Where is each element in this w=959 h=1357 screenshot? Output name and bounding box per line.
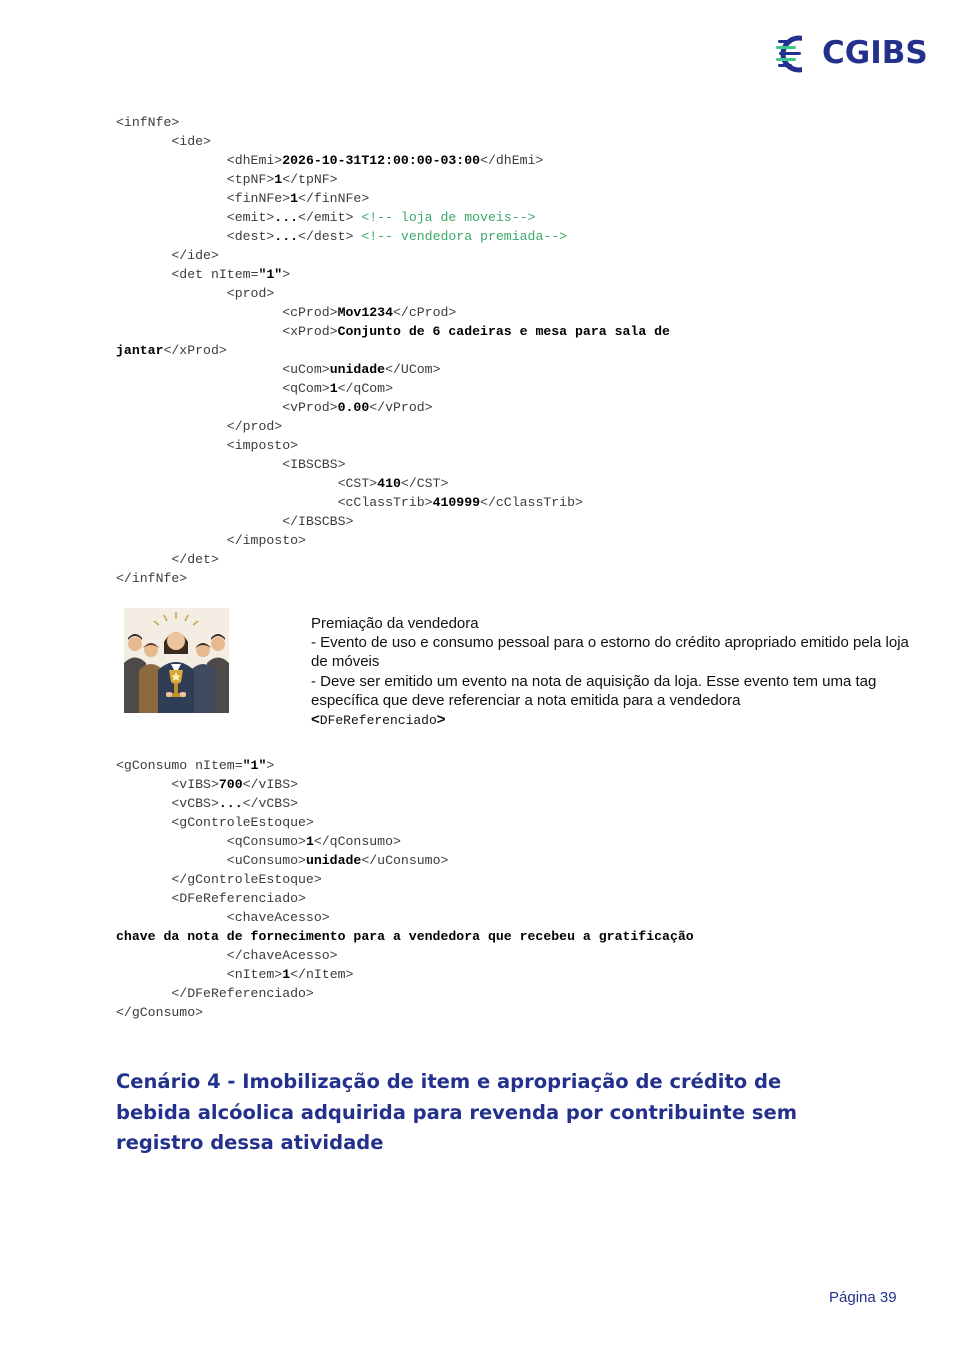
code-value: 1 — [282, 967, 291, 982]
code-line — [116, 305, 456, 320]
code-tag: <emit> — [116, 210, 275, 225]
code-tag: </dest> — [298, 229, 362, 244]
code-value: 1 — [274, 172, 283, 187]
xml-code-block-gconsumo — [116, 756, 694, 1022]
code-line — [116, 476, 448, 491]
code-tag: <imposto> — [116, 438, 299, 453]
code-tag: </vIBS> — [242, 777, 299, 792]
code-tag: </DFeReferenciado> — [116, 986, 314, 1001]
code-line — [116, 986, 314, 1001]
code-value: ... — [218, 796, 243, 811]
code-line — [116, 777, 298, 792]
code-value: "1" — [258, 267, 283, 282]
code-line — [116, 552, 219, 567]
code-value: ... — [274, 229, 299, 244]
code-tag: </ide> — [116, 248, 219, 263]
code-line — [116, 948, 338, 963]
code-tag: </dhEmi> — [480, 153, 544, 168]
code-line — [116, 286, 274, 301]
code-line — [116, 400, 433, 415]
code-value: "1" — [242, 758, 267, 773]
code-tag: </gControleEstoque> — [116, 872, 322, 887]
code-line — [116, 267, 290, 282]
code-tag: </finNFe> — [298, 191, 370, 206]
code-line — [116, 891, 306, 906]
code-line — [116, 758, 274, 773]
note-item-1: - Evento de uso e consumo pessoal para o estorno do crédito apropriado emitido pela loja de móveis — [311, 634, 909, 671]
code-line — [116, 210, 535, 225]
code-line — [116, 929, 694, 944]
code-tag: </det> — [116, 552, 219, 567]
code-value: unidade — [305, 853, 362, 868]
code-tag: <cProd> — [116, 305, 338, 320]
code-tag: <chaveAcesso> — [116, 910, 330, 925]
cgibs-logo-icon — [776, 33, 818, 75]
code-tag: <qConsumo> — [116, 834, 306, 849]
code-line — [116, 571, 187, 586]
code-tag: <det nItem= — [116, 267, 259, 282]
code-value: Mov1234 — [337, 305, 393, 320]
note-item-2: - Deve ser emitido um evento na nota de aquisição da loja. Esse evento tem uma tag específica que deve referenciar a nota emitida para a vendedora — [311, 672, 877, 709]
code-value: 1 — [329, 381, 338, 396]
code-tag: </vCBS> — [242, 796, 299, 811]
code-tag: </emit> — [298, 210, 362, 225]
code-tag: </qCom> — [337, 381, 394, 396]
code-tag: <dhEmi> — [116, 153, 283, 168]
note-title: Premiação da vendedora — [311, 615, 479, 632]
code-tag: </gConsumo> — [116, 1005, 204, 1020]
code-line — [116, 796, 298, 811]
code-tag: </xProd> — [163, 343, 227, 358]
note-tag-close: > — [436, 711, 446, 729]
cgibs-logo — [776, 33, 928, 75]
code-tag: <qCom> — [116, 381, 330, 396]
code-line — [116, 153, 543, 168]
code-value: 410 — [377, 476, 401, 491]
code-value: jantar — [116, 343, 164, 358]
code-line — [116, 457, 346, 472]
code-tag: <finNFe> — [116, 191, 291, 206]
note-tag-open: < — [311, 711, 320, 729]
code-value: ... — [274, 210, 299, 225]
code-line — [116, 533, 306, 548]
code-line — [116, 495, 583, 510]
code-line — [116, 967, 353, 982]
code-tag: </uConsumo> — [361, 853, 449, 868]
code-line — [116, 324, 670, 339]
code-tag: </cProd> — [393, 305, 457, 320]
code-line — [116, 248, 219, 263]
code-line — [116, 419, 282, 434]
logo-text: CGIBS — [822, 35, 928, 71]
xml-code-block-infnfe — [116, 113, 670, 588]
code-line — [116, 910, 330, 925]
code-tag: </UCom> — [385, 362, 441, 377]
award-team-illustration — [124, 608, 229, 713]
code-value: chave da nota de fornecimento para a vendedora que recebeu a gratificação — [116, 929, 694, 944]
code-line — [116, 872, 322, 887]
section-heading: Cenário 4 - Imobilização de item e apropriação de crédito de bebida alcóolica adquirida para revenda por contribuinte sem registro dessa atividade — [116, 1070, 798, 1154]
code-line — [116, 438, 298, 453]
code-tag: <cClassTrib> — [116, 495, 433, 510]
code-tag: <vCBS> — [116, 796, 219, 811]
code-value: 1 — [290, 191, 299, 206]
code-tag: <CST> — [116, 476, 378, 491]
code-value: unidade — [329, 362, 386, 377]
code-line — [116, 343, 227, 358]
code-line — [116, 191, 369, 206]
code-tag: </chaveAcesso> — [116, 948, 338, 963]
code-value: 0.00 — [337, 400, 370, 415]
code-line — [116, 229, 567, 244]
code-tag: <gControleEstoque> — [116, 815, 314, 830]
code-line — [116, 381, 393, 396]
code-tag: <DFeReferenciado> — [116, 891, 306, 906]
note-tag-name: DFeReferenciado — [319, 713, 437, 729]
code-tag: </infNfe> — [116, 571, 188, 586]
code-tag: <vProd> — [116, 400, 338, 415]
code-value: 700 — [218, 777, 243, 792]
code-tag: <tpNF> — [116, 172, 275, 187]
code-value: 1 — [305, 834, 314, 849]
code-tag: > — [282, 267, 291, 282]
code-line — [116, 853, 448, 868]
code-tag: </CST> — [400, 476, 449, 491]
code-tag: <nItem> — [116, 967, 283, 982]
code-tag: <uCom> — [116, 362, 330, 377]
code-tag: </vProd> — [369, 400, 433, 415]
code-line — [116, 115, 179, 130]
code-value: 410999 — [432, 495, 481, 510]
page-number: Página 39 — [829, 1289, 897, 1306]
code-tag: </qConsumo> — [313, 834, 401, 849]
code-line — [116, 172, 338, 187]
code-line — [116, 815, 314, 830]
code-line — [116, 362, 441, 377]
code-comment: <!-- loja de moveis--> — [361, 210, 536, 225]
code-tag: > — [266, 758, 275, 773]
code-tag: </prod> — [116, 419, 283, 434]
code-tag: </IBSCBS> — [116, 514, 354, 529]
code-tag: <prod> — [116, 286, 275, 301]
code-tag: <uConsumo> — [116, 853, 306, 868]
code-tag: <infNfe> — [116, 115, 180, 130]
note-tag — [311, 710, 911, 730]
code-tag: </cClassTrib> — [480, 495, 583, 510]
code-tag: </imposto> — [116, 533, 306, 548]
code-tag: <vIBS> — [116, 777, 219, 792]
code-tag: <gConsumo nItem= — [116, 758, 243, 773]
code-line — [116, 1005, 203, 1020]
code-tag: <ide> — [116, 134, 211, 149]
code-tag: <dest> — [116, 229, 275, 244]
code-tag: <xProd> — [116, 324, 338, 339]
code-line — [116, 834, 401, 849]
code-tag: <IBSCBS> — [116, 457, 346, 472]
code-value: 2026-10-31T12:00:00-03:00 — [282, 153, 481, 168]
code-line — [116, 514, 353, 529]
code-value: Conjunto de 6 cadeiras e mesa para sala de — [337, 324, 670, 339]
code-comment: <!-- vendedora premiada--> — [361, 229, 568, 244]
code-tag: </tpNF> — [282, 172, 338, 187]
award-note — [311, 614, 911, 730]
code-tag: </nItem> — [290, 967, 354, 982]
code-line — [116, 134, 211, 149]
